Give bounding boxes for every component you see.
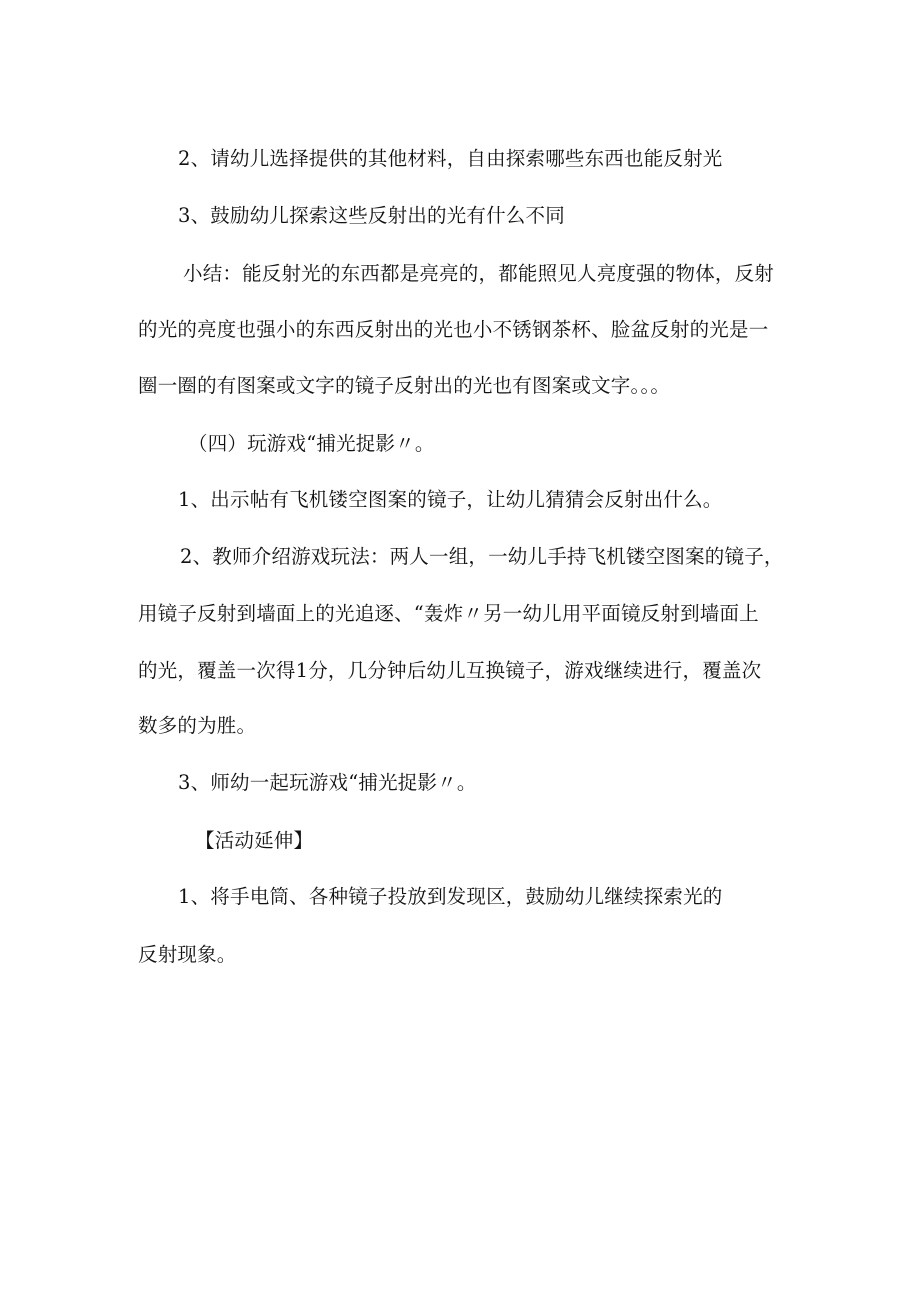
extension-step-1-line-2: 反射现象。: [138, 943, 237, 966]
game-step-3: 3、师幼一起玩游戏“捕光捉影〃。: [178, 771, 477, 794]
paragraph-step-3: 3、鼓励幼儿探索这些反射出的光有什么不同: [178, 204, 565, 227]
summary-line-1: 小结：能反射光的东西都是亮亮的，都能照见人亮度强的物体，反射: [183, 262, 775, 285]
game-step-2-line-3: 的光，覆盖一次得1分，几分钟后幼儿互换镜子，游戏继续进行，覆盖次: [138, 659, 762, 682]
summary-line-2: 的光的亮度也强小的东西反射出的光也小不锈钢茶杯、脸盆反射的光是一: [138, 318, 769, 341]
summary-line-3: 圈一圈的有图案或文字的镜子反射出的光也有图案或文字。。。: [138, 374, 671, 397]
section-heading-game: （四）玩游戏“捕光捉影〃。: [188, 432, 435, 455]
game-step-2-line-4: 数多的为胜。: [138, 714, 257, 737]
section-heading-extension: 【活动延伸】: [195, 829, 314, 852]
extension-step-1-line-1: 1、将手电筒、各种镜子投放到发现区，鼓励幼儿继续探索光的: [178, 885, 723, 908]
game-step-2-line-2: 用镜子反射到墙面上的光追逐、“轰炸〃另一幼儿用平面镜反射到墙面上: [138, 602, 759, 625]
game-step-1: 1、出示帖有飞机镂空图案的镜子，让幼儿猜猜会反射出什么。: [178, 488, 723, 511]
game-step-2-line-1: 2、教师介绍游戏玩法：两人一组，一幼儿手持飞机镂空图案的镜子，: [180, 545, 784, 568]
paragraph-step-2: 2、请幼儿选择提供的其他材料，自由探索哪些东西也能反射光: [178, 147, 723, 170]
